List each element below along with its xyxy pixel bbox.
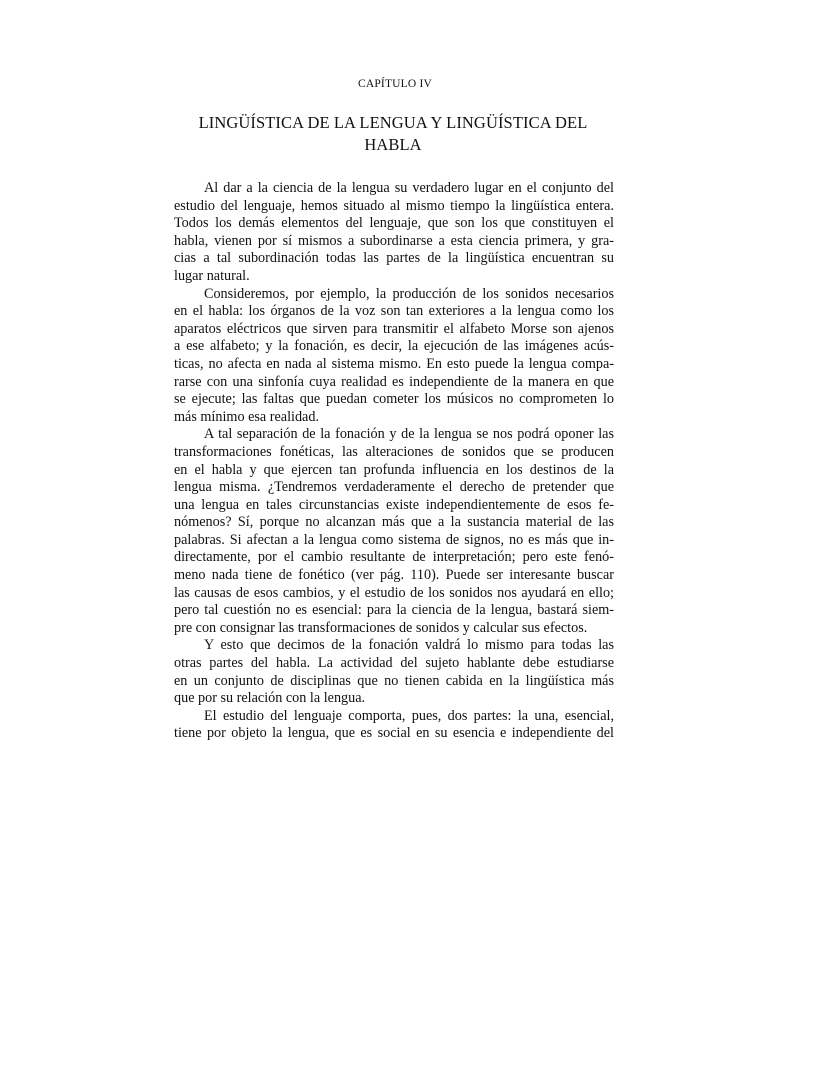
text-line: habla, vienen por sí mismos a subordinarse a esta ciencia primera, y gra- [174, 232, 614, 249]
text-line: una lengua en tales circunstancias existe independientemente de esos fe- [174, 496, 614, 513]
text-line: otras partes del habla. La actividad del sujeto hablante debe estudiarse [174, 655, 614, 672]
text-line: en el habla: los órganos de la voz son tan exteriores a la lengua como los [174, 303, 614, 320]
text-line: aparatos eléctricos que sirven para transmitir el alfabeto Morse son ajenos [174, 320, 614, 337]
chapter-title-line: HABLA [364, 135, 422, 154]
body-text [174, 180, 614, 743]
text-line: pre con consignar las transformaciones de sonidos y calcular sus efectos. [174, 619, 588, 636]
text-line: las causas de esos cambios, y el estudio de los sonidos nos ayudará en ello; [174, 584, 614, 601]
text-line: nómenos? Sí, porque no alcanzan más que a la sustancia material de las [174, 514, 614, 531]
text-line: ticas, no afecta en nada al sistema mismo. En esto puede la lengua compa- [174, 355, 614, 372]
text-line: Todos los demás elementos del lenguaje, que son los que constituyen el [174, 215, 614, 232]
text-line: en un conjunto de disciplinas que no tienen cabida en la lingüística más [174, 672, 614, 689]
text-line: se ejecute; las faltas que puedan cometer los músicos no comprometen lo [174, 391, 614, 408]
text-line: que por su relación con la lengua. [174, 690, 366, 707]
chapter-label: CAPÍTULO IV [357, 78, 433, 90]
text-line: tiene por objeto la lengua, que es social en su esencia e independiente del [174, 725, 614, 742]
text-line: más mínimo esa realidad. [174, 408, 319, 425]
text-line: lengua misma. ¿Tendremos verdaderamente el derecho de pretender que [174, 479, 614, 496]
text-line: lugar natural. [174, 267, 250, 284]
text-line: transformaciones fonéticas, las alteraciones de sonidos que se producen [174, 443, 614, 460]
chapter-title-line: LINGÜÍSTICA DE LA LENGUA Y LINGÜÍSTICA DEL [198, 113, 588, 132]
text-line: en el habla y que ejercen tan profunda influencia en los destinos de la [174, 461, 614, 478]
text-line: cias a tal subordinación todas las partes de la lingüística encuentran su [174, 250, 614, 267]
text-line: A tal separación de la fonación y de la lengua se nos podrá oponer las [204, 426, 614, 443]
text-line: El estudio del lenguaje comporta, pues, dos partes: la una, esencial, [204, 707, 614, 724]
text-line: palabras. Si afectan a la lengua como sistema de signos, no es más que in- [174, 531, 614, 548]
text-line: estudio del lenguaje, hemos situado al mismo tiempo la lingüística entera. [174, 197, 614, 214]
text-line: pero tal cuestión no es esencial: para la ciencia de la lengua, bastará siem- [174, 602, 614, 619]
text-line: directamente, por el cambio resultante de interpretación; pero este fenó- [174, 549, 614, 566]
text-line: a ese alfabeto; y la fonación, es decir, la ejecución de las imágenes acús- [174, 338, 614, 355]
chapter-title [173, 112, 613, 156]
text-line: Consideremos, por ejemplo, la producción de los sonidos necesarios [204, 285, 614, 302]
text-line: rarse con una sinfonía cuya realidad es independiente de la manera en que [174, 373, 614, 390]
text-line: meno nada tiene de fonético (ver pág. 110). Puede ser interesante buscar [174, 567, 614, 584]
text-line: Y esto que decimos de la fonación valdrá lo mismo para todas las [204, 637, 614, 654]
text-line: Al dar a la ciencia de la lengua su verdadero lugar en el conjunto del [204, 180, 614, 196]
